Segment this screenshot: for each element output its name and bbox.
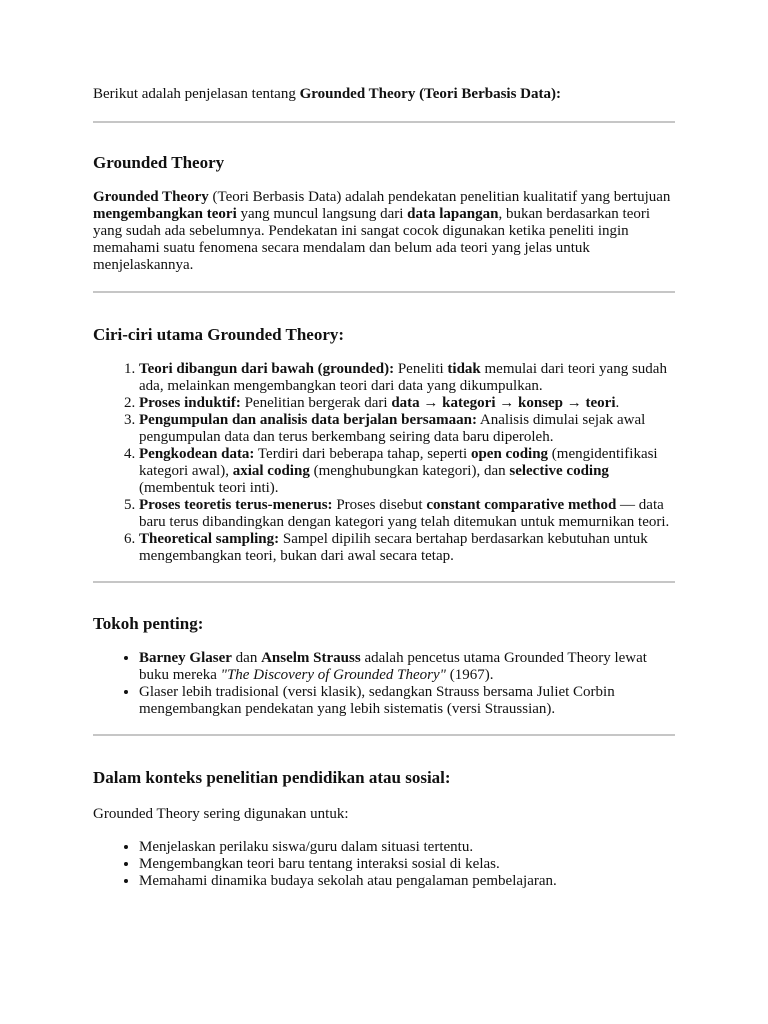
- list-item: • Glaser lebih tradisional (versi klasik), sedangkan Strauss bersama Juliet Corbin mengembangkan pendekatan yang lebih sistematis (versi Straussian).: [139, 684, 675, 718]
- list-item: 6. Theoretical sampling: Sampel dipilih secara bertahap berdasarkan kebutuhan untuk mengembangkan teori, bukan dari awal secara tetap.: [139, 531, 675, 565]
- intro-line: Berikut adalah penjelasan tentang Grounded Theory (Teori Berbasis Data):: [93, 86, 561, 102]
- list-item: • Menjelaskan perilaku siswa/guru dalam situasi tertentu.: [139, 839, 675, 856]
- list-item: • Barney Glaser dan Anselm Strauss adalah pencetus utama Grounded Theory lewat buku mereka "The Discovery of Grounded Theory" (1967).: [139, 650, 675, 684]
- section-heading-key-figures: Tokoh penting:: [93, 614, 204, 633]
- divider: [93, 734, 675, 736]
- list-item: • Mengembangkan teori baru tentang interaksi sosial di kelas.: [139, 856, 675, 873]
- section-heading-grounded-theory: Grounded Theory: [93, 153, 225, 172]
- divider: [93, 121, 675, 123]
- characteristics-list: [93, 361, 675, 565]
- divider: [93, 581, 675, 583]
- list-item: 4. Pengkodean data: Terdiri dari beberapa tahap, seperti open coding (mengidentifikasi kategori awal), axial coding (menghubungkan kategori), dan selective coding (membentuk teori inti).: [139, 446, 675, 497]
- list-item: 5. Proses teoretis terus-menerus: Proses disebut constant comparative method — data baru terus dibandingkan dengan kategori yang telah ditemukan untuk memurnikan teori.: [139, 497, 675, 531]
- definition-paragraph: Grounded Theory (Teori Berbasis Data) adalah pendekatan penelitian kualitatif yang bertujuan mengembangkan teori yang muncul langsung dari data lapangan, bukan berdasarkan teori yang sudah ada sebelumnya. Pendekatan ini sangat cocok digunakan ketika peneliti ingin memahami suatu fenomena secara mendalam dan belum ada teori yang jelas untuk menjelaskannya.: [93, 189, 671, 273]
- key-figures-list: [93, 650, 675, 718]
- list-item: 2. Proses induktif: Penelitian bergerak dari data → kategori → konsep → teori.: [139, 395, 675, 412]
- list-item: 1. Teori dibangun dari bawah (grounded): Peneliti tidak memulai dari teori yang sudah ada, melainkan mengembangkan teori dari data yang dikumpulkan.: [139, 361, 675, 395]
- list-item: 3. Pengumpulan dan analisis data berjalan bersamaan: Analisis dimulai sejak awal pengumpulan data dan terus berkembang seiring data baru diperoleh.: [139, 412, 675, 446]
- context-list: [93, 839, 675, 890]
- list-item: • Memahami dinamika budaya sekolah atau pengalaman pembelajaran.: [139, 873, 675, 890]
- divider: [93, 291, 675, 293]
- document-page: [93, 85, 675, 890]
- section-heading-context: Dalam konteks penelitian pendidikan atau sosial:: [93, 768, 451, 787]
- intro-topic: Grounded Theory (Teori Berbasis Data):: [299, 86, 561, 102]
- context-lead: Grounded Theory sering digunakan untuk:: [93, 806, 349, 822]
- section-heading-characteristics: Ciri-ciri utama Grounded Theory:: [93, 325, 345, 344]
